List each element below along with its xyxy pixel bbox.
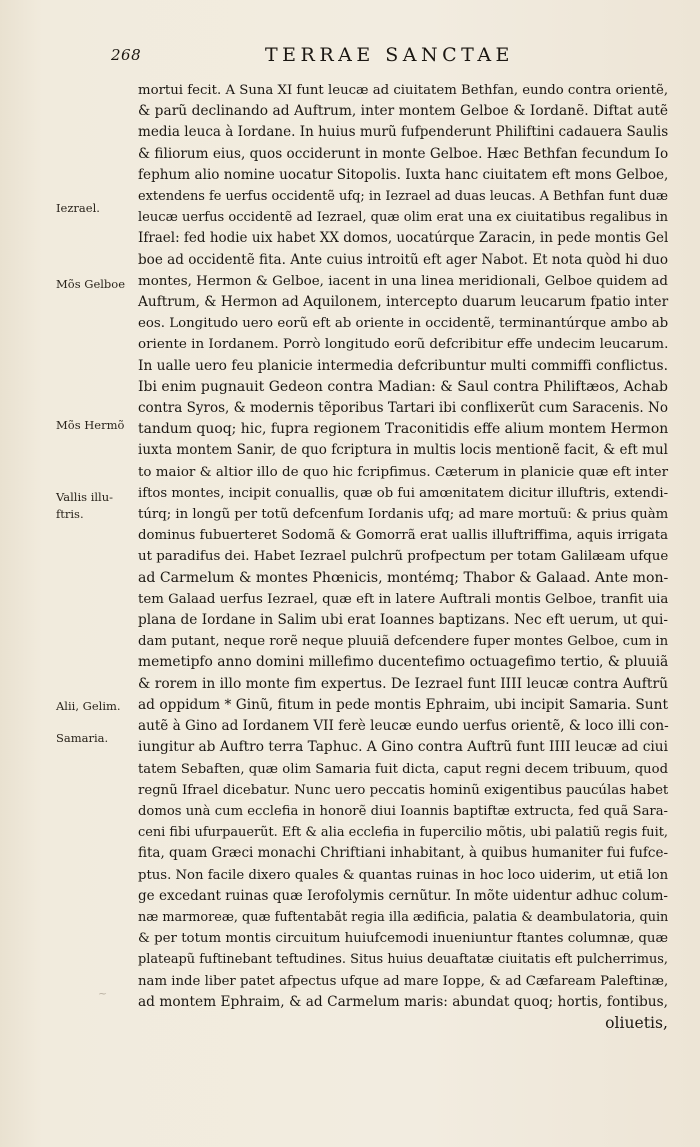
text-line: & rorem in illo monte fim expertus. De Iezrael funt IIII leucæ contra Auftrũ bbox=[138, 675, 668, 692]
running-head: TERRAE SANCTAE bbox=[265, 44, 514, 66]
text-line-catchword: oliuetis, bbox=[605, 1013, 668, 1032]
bleed-through-mark: ~ bbox=[98, 987, 108, 1000]
text-line: eos. Longitudo uero eorũ eft ab oriente in occidentẽ, terminantúrque ambo ab bbox=[138, 316, 669, 332]
text-line: fephum alio nomine uocatur Sitopolis. Iuxta hanc ciuitatem eft mons Gelboe, bbox=[138, 166, 669, 183]
text-line: extendens fe uerfus occidentẽ ufq; in Iezrael ad duas leucas. A Bethfan funt duæ bbox=[138, 189, 668, 205]
text-line: autẽ à Gino ad Iordanem VII ferè leucæ eundo uerfus orientẽ, & loco illi con- bbox=[138, 718, 669, 735]
text-line: dam putant, neque rorẽ neque pluuiã defcendere fuper montes Gelboe, cum in bbox=[138, 634, 669, 650]
text-line: tandum quoq; hic, fupra regionem Traconitidis effe alium montem Hermon bbox=[138, 421, 669, 438]
text-line: oriente in Iordanem. Porrò longitudo eorũ defcribitur effe undecim leucarum. bbox=[138, 336, 669, 353]
text-line: dominus fubuerteret Sodomã & Gomorrã erat uallis illuftriffima, aquis irrigata bbox=[138, 528, 668, 544]
text-line: ceni fibi ufurpauerũt. Eft & alia ecclefia in fupercilio mõtis, ubi palatiũ regis fuit, bbox=[138, 825, 669, 841]
text-line: fita, quam Græci monachi Chriftiani inhabitant, à quibus humaniter fui fufce- bbox=[138, 845, 669, 862]
margin-note-mons-gelboe: Mõs Gelboe bbox=[56, 277, 126, 291]
text-line: domos unà cum ecclefia in honorẽ diui Ioannis baptiftæ extructa, fed quã Sara- bbox=[138, 803, 668, 819]
text-line: & filiorum eius, quos occiderunt in monte Gelboe. Hæc Bethfan fecundum Io bbox=[138, 145, 669, 162]
text-line: túrq; in longũ per totũ defcenfum Iordanis ufq; ad mare mortuũ: & prius quàm bbox=[138, 507, 669, 523]
text-line: plana de Iordane in Salim ubi erat Ioannes baptizans. Nec eft uerum, ut qui- bbox=[138, 612, 668, 629]
text-line: ad montem Ephraim, & ad Carmelum maris: abundat quoq; hortis, fontibus, bbox=[138, 993, 668, 1010]
text-line: contra Syros, & modernis tẽporibus Tartari ibi conflixerũt cum Saracenis. No bbox=[138, 400, 668, 417]
text-line: to maior & altior illo de quo hic fcripfimus. Cæterum in planicie quæ eft inter bbox=[138, 464, 668, 480]
text-line: & parũ declinando ad Auftrum, inter montem Gelboe & Iordanẽ. Diftat autẽ bbox=[138, 103, 668, 120]
body-text bbox=[138, 80, 668, 1034]
text-line: leucæ uerfus occidentẽ ad Iezrael, quæ olim erat una ex ciuitatibus regalibus in bbox=[138, 210, 668, 226]
text-line: Ifrael: fed hodie uix habet XX domos, uocatúrque Zaracin, in pede montis Gel bbox=[138, 230, 669, 247]
text-line: ad Carmelum & montes Phœnicis, montémq; Thabor & Galaad. Ante mon- bbox=[138, 569, 669, 586]
text-line: tem Galaad uerfus Iezrael, quæ eft in latere Auftrali montis Gelboe, tranfit uia bbox=[138, 591, 669, 607]
text-line: montes, Hermon & Gelboe, iacent in una linea meridionali, Gelboe quidem ad bbox=[138, 273, 668, 289]
text-line: ge excedant ruinas quæ Ierofolymis cernũtur. In mõte uidentur adhuc colum- bbox=[138, 887, 668, 904]
margin-note-samaria: Samaria. bbox=[56, 731, 109, 745]
text-line: ut paradifus dei. Habet Iezrael pulchrũ profpectum per totam Galilæam ufque bbox=[138, 549, 669, 565]
text-line: tatem Sebaften, quæ olim Samaria fuit dicta, caput regni decem tribuum, quod bbox=[138, 761, 668, 777]
text-line: iftos montes, incipit conuallis, quæ ob fui amœnitatem dicitur illuftris, extendi- bbox=[138, 485, 669, 501]
text-line: mortui fecit. A Suna XI funt leucæ ad ciuitatem Bethfan, eundo contra orientẽ, bbox=[138, 83, 669, 98]
text-line: regnũ Ifrael dicebatur. Nunc uero peccatis hominũ exigentibus paucúlas habet bbox=[138, 782, 669, 798]
margin-note-vallis-illustris: Vallis illu- bbox=[56, 490, 114, 504]
margin-note-iezrael: Iezrael. bbox=[56, 201, 100, 215]
text-line: memetipfo anno domini millefimo ducentefimo octuagefimo tertio, & pluuiã bbox=[138, 654, 669, 671]
text-line: Ibi enim pugnauit Gedeon contra Madian: & Saul contra Philiftæos, Achab bbox=[138, 378, 668, 395]
text-line: & per totum montis circuitum huiufcemodi inueniuntur ftantes columnæ, quæ bbox=[138, 931, 668, 947]
margin-note-mons-hermon: Mõs Hermõ bbox=[56, 418, 125, 432]
text-line: media leuca à Iordane. In huius murũ fufpenderunt Philiftini cadauera Saulis bbox=[138, 124, 669, 141]
text-line: iungitur ab Auftro terra Taphuc. A Gino contra Auftrũ funt IIII leucæ ad ciui bbox=[138, 739, 668, 756]
margin-note-alii-gelim: Alii, Gelim. bbox=[56, 699, 121, 713]
text-line: boe ad occidentẽ fita. Ante cuius introitũ eft ager Nabot. Et nota quòd hi duo bbox=[138, 251, 668, 268]
text-line: næ marmoreæ, quæ fuftentabãt regia illa ædificia, palatia & deambulatoria, quin bbox=[138, 909, 669, 925]
text-line: iuxta montem Sanir, de quo fcriptura in multis locis mentionẽ facit, & eft mul bbox=[138, 442, 668, 459]
margin-note-vallis-illustris-cont: ftris. bbox=[56, 507, 84, 521]
text-line: In ualle uero feu planicie intermedia defcribuntur multi commiffi conflictus. bbox=[138, 357, 668, 374]
text-line: plateарũ fuftinebant teftudines. Situs huius deuaftatæ ciuitatis eft pulcherrimus, bbox=[138, 952, 668, 968]
page-number: 268 bbox=[111, 46, 142, 64]
text-line: ad oppidum * Ginũ, fitum in pede montis Ephraim, ubi incipit Samaria. Sunt bbox=[138, 696, 668, 713]
text-line: Auftrum, & Hermon ad Aquilonem, intercepto duarum leucarum fpatio inter bbox=[138, 294, 669, 311]
text-line: ptus. Non facile dixero quales & quantas ruinas in hoc loco uiderim, ut etiã lon bbox=[138, 867, 669, 883]
text-line: nam inde liber patet afpectus ufque ad mare Ioppe, & ad Cæfaream Paleftinæ, bbox=[138, 973, 669, 989]
